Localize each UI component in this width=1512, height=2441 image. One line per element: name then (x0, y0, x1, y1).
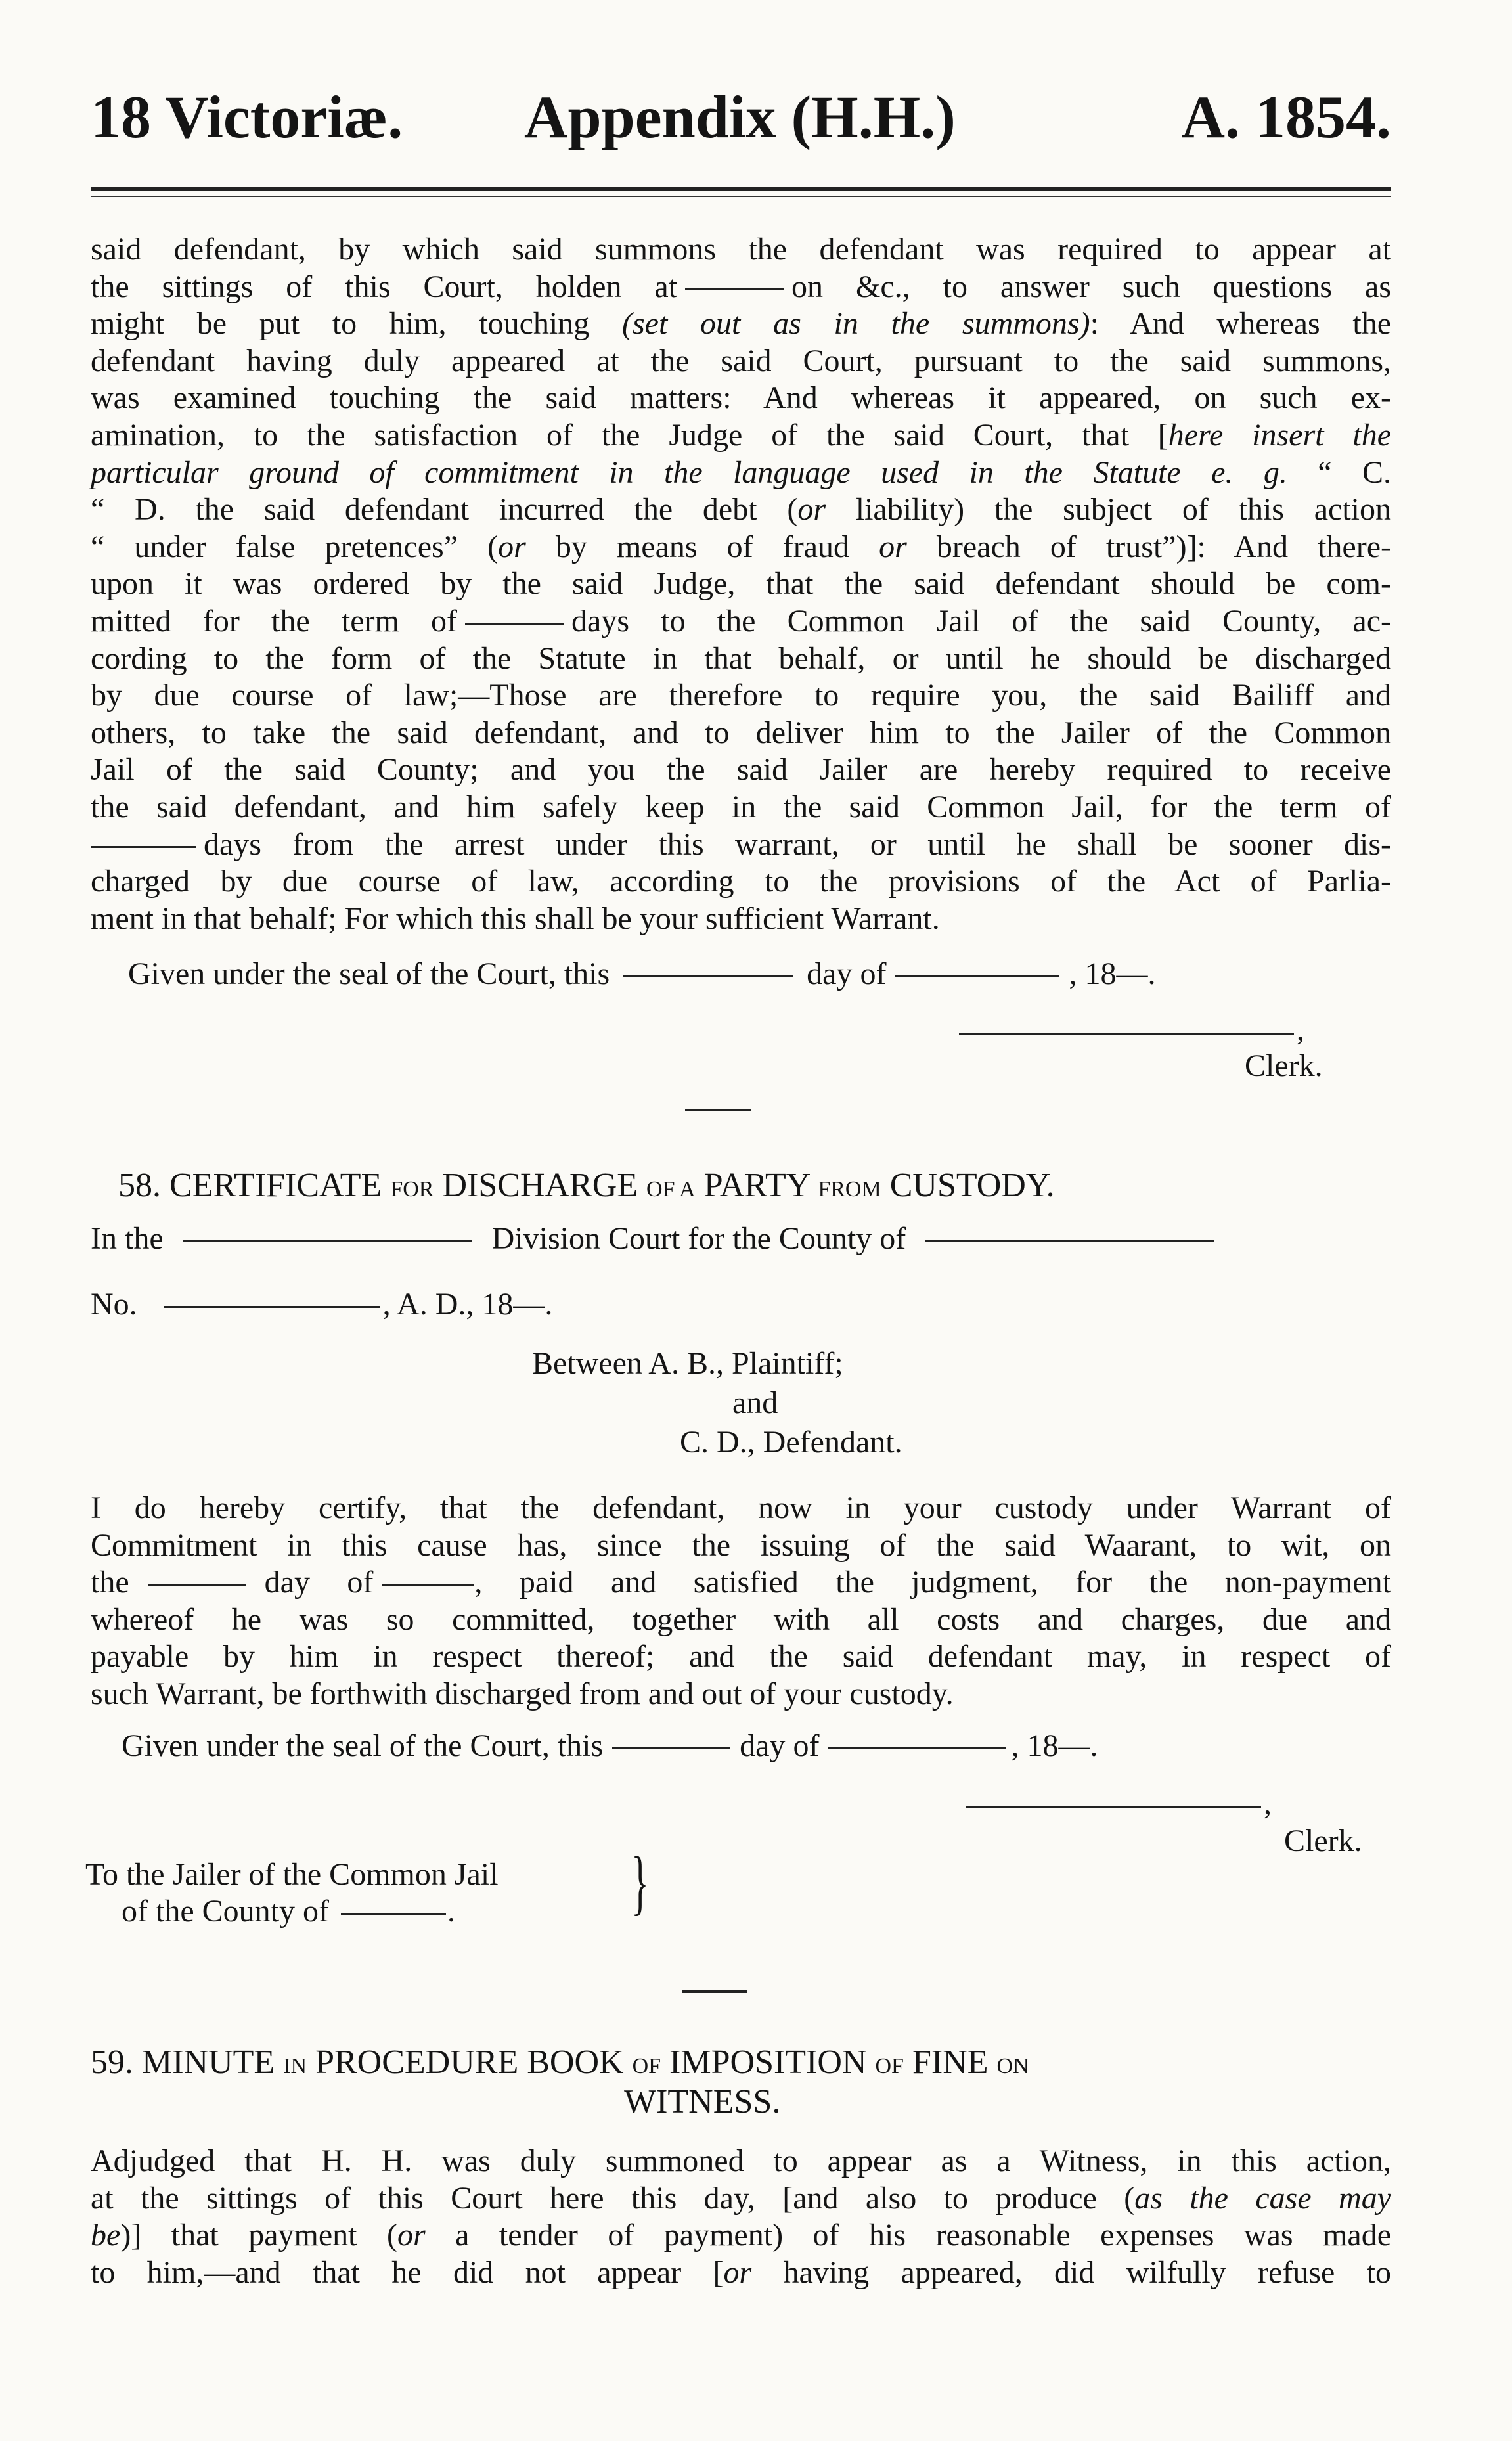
clerk-label-58: Clerk. (1284, 1824, 1362, 1858)
header-year: A. 1854. (1181, 83, 1391, 150)
section-59-title: 59. MINUTE IN PROCEDURE BOOK OF IMPOSITION OF FINE ON (91, 2044, 1029, 2081)
text-line: upon it was ordered by the said Judge, that the said defendant should be com- (91, 566, 1391, 602)
parties-plaintiff: Between A. B., Plaintiff; (532, 1346, 843, 1381)
text-line: others, to take the said defendant, and to deliver him to the Jailer of the Common (91, 715, 1391, 750)
text-line: to him,—and that he did not appear [or having appeared, did wilfully refuse to (91, 2254, 1391, 2290)
text-line: the day of , paid and satisfied the judgment, for the non-payment (91, 1565, 1392, 1600)
text-line: Jail of the said County; and you the said Jailer are hereby required to receive (91, 752, 1391, 788)
addressee-line-1: To the Jailer of the Common Jail (85, 1857, 499, 1892)
clerk-signature-line-58 (966, 1791, 1261, 1808)
section-59-title-cont: WITNESS. (624, 2083, 781, 2120)
text-line: the said defendant, and him safely keep in the said Common Jail, for the term of (91, 789, 1391, 824)
text-line: Adjudged that H. H. was duly summoned to appear as a Witness, in this action, (91, 2143, 1391, 2178)
warrant-body (91, 231, 1391, 937)
case-number-line: No. , A. D., 18—. (91, 1287, 553, 1322)
text-line: defendant having duly appeared at the said Court, pursuant to the said summons, (91, 343, 1391, 378)
running-header (91, 78, 1391, 156)
text-line: days from the arrest under this warrant, or until he shall be sooner dis- (91, 826, 1391, 864)
section-separator (682, 1990, 747, 1993)
text-line: such Warrant, be forthwith discharged from and out of your custody. (91, 1676, 954, 1711)
text-line: “ under false pretences” (or by means of fraud or breach of trust”)]: And there- (91, 529, 1392, 564)
text-line: whereof he was so committed, together with all costs and charges, due and (91, 1601, 1391, 1637)
text-line: the sittings of this Court, holden at on &c., to answer such questions as (91, 269, 1392, 304)
court-line: In the Division Court for the County of (91, 1220, 1214, 1257)
section-58-title: 58. CERTIFICATE FOR DISCHARGE OF A PARTY FROM CUSTODY. (118, 1167, 1055, 1204)
text-line: cording to the form of the Statute in that behalf, or until he should be discharged (91, 640, 1391, 676)
clerk-label-57: Clerk. (1245, 1048, 1323, 1083)
addressee-line-2: of the County of . (122, 1894, 455, 1929)
clerk-signature-line-57 (959, 1017, 1294, 1035)
text-line: payable by him in respect thereof; and the said defendant may, in respect of (91, 1639, 1391, 1674)
text-line: charged by due course of law, according to the provisions of the Act of Parlia- (91, 864, 1391, 899)
text-line: mitted for the term of days to the Common Jail of the said County, ac- (91, 603, 1392, 638)
text-line: by due course of law;—Those are therefore to require you, the said Bailiff and (91, 678, 1391, 713)
parties-defendant: C. D., Defendant. (680, 1425, 902, 1460)
text-line: ment in that behalf; For which this shall be your sufficient Warrant. (91, 901, 940, 936)
text-line: was examined touching the said matters: And whereas it appeared, on such ex- (91, 380, 1391, 416)
given-line-58: Given under the seal of the Court, this day of , 18—. (122, 1728, 1098, 1763)
parties-and: and (732, 1385, 778, 1420)
text-line: “ D. the said defendant incurred the debt (or liability) the subject of this action (91, 492, 1391, 527)
text-line: said defendant, by which said summons the defendant was required to appear at (91, 232, 1391, 267)
text-line: at the sittings of this Court here this day, [and also to produce (as the case may (91, 2180, 1392, 2216)
text-line: Commitment in this cause has, since the issuing of the said Waarant, to wit, on (91, 1527, 1391, 1563)
text-line: amination, to the satisfaction of the Judge of the said Court, that [here insert the (91, 417, 1391, 453)
minute-body (91, 2143, 1391, 2291)
clerk-comma-58: , (1264, 1786, 1272, 1821)
text-line: be)] that payment (or a tender of payment) of his reasonable expenses was made (91, 2218, 1391, 2253)
header-rule-thin (91, 196, 1391, 197)
section-separator (685, 1109, 751, 1111)
given-line-57: Given under the seal of the Court, this day of , 18—. (128, 956, 1156, 991)
text-line: I do hereby certify, that the defendant, now in your custody under Warrant of (91, 1490, 1391, 1525)
clerk-comma-57: , (1297, 1012, 1304, 1047)
text-line: might be put to him, touching (set out as in the summons): And whereas the (91, 306, 1392, 342)
header-session: 18 Victoriæ. (91, 83, 403, 150)
certificate-body (91, 1490, 1391, 1713)
header-appendix: Appendix (H.H.) (524, 83, 956, 150)
text-line: particular ground of commitment in the language used in the Statute e. g. “ C. (91, 455, 1392, 490)
header-rule-thick (91, 187, 1391, 191)
addressee-brace: } (631, 1842, 649, 1922)
